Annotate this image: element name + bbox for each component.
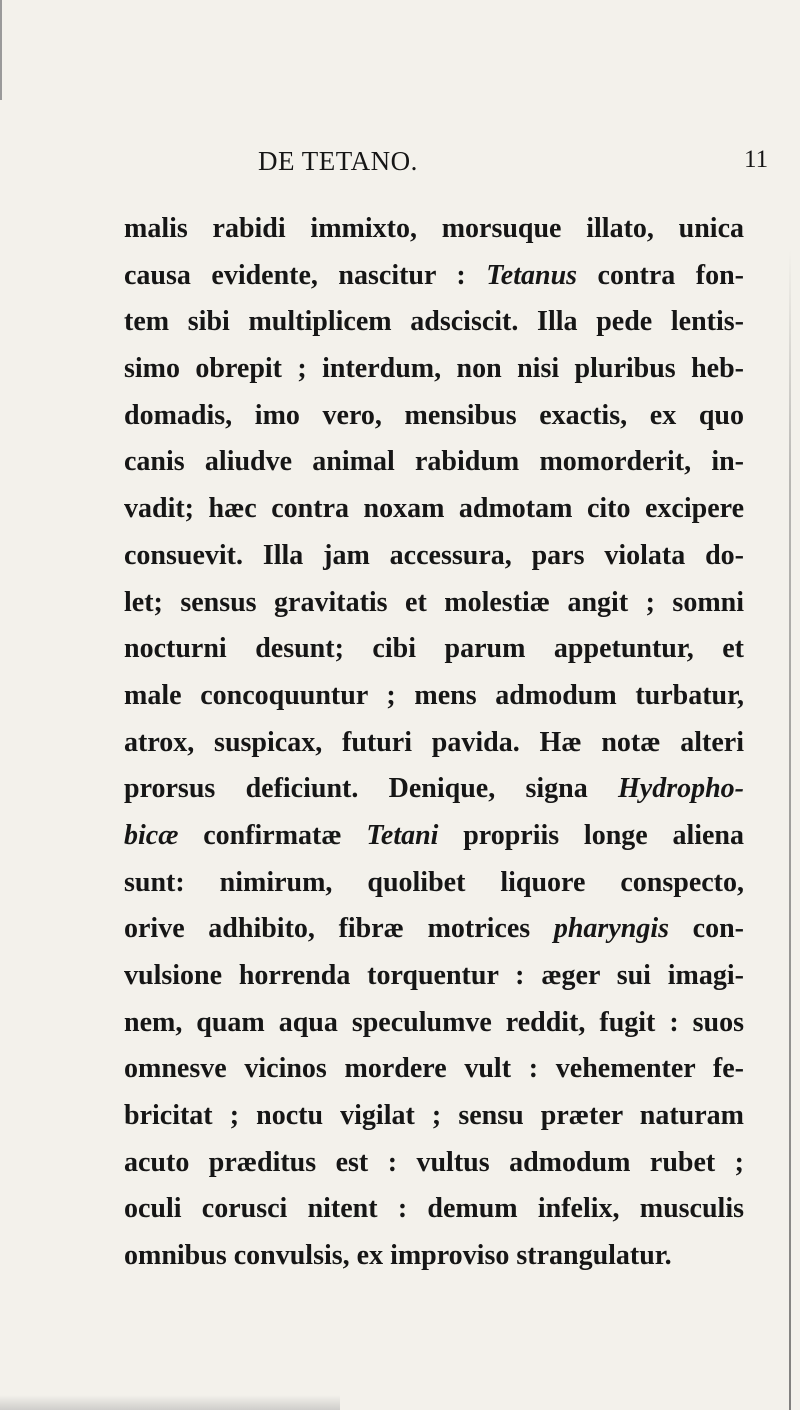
text-segment: con- — [669, 913, 744, 945]
text-line — [124, 399, 744, 446]
text-segment: domadis, imo vero, mensibus exactis, ex quo — [124, 399, 744, 431]
text-segment: sunt: nimirum, quolibet liquore conspecto, — [124, 866, 744, 898]
text-line — [124, 492, 744, 539]
running-title: DE TETANO. — [258, 146, 418, 176]
text-segment: omnibus convulsis, ex improviso strangulatur. — [124, 1240, 672, 1272]
text-segment: propriis longe aliena — [438, 819, 744, 851]
text-line — [124, 819, 744, 866]
italic-term: pharyngis — [553, 913, 669, 945]
text-line — [124, 1099, 744, 1146]
text-segment: acuto præditus est : vultus admodum rubet ; — [124, 1146, 744, 1178]
text-segment: male concoquuntur ; mens admodum turbatur, — [124, 679, 744, 711]
text-segment: vadit; hæc contra noxam admotam cito excipere — [124, 493, 744, 525]
text-line — [124, 866, 744, 913]
text-line — [124, 632, 744, 679]
text-line — [124, 912, 744, 959]
text-segment: canis aliudve animal rabidum momorderit, in- — [124, 446, 744, 478]
text-line — [124, 212, 744, 259]
italic-term: Tetanus — [486, 259, 578, 291]
text-segment: consuevit. Illa jam accessura, pars violata do- — [124, 539, 744, 571]
italic-term: bicæ — [124, 819, 179, 851]
italic-term: Hydropho- — [618, 773, 744, 805]
text-segment: nocturni desunt; cibi parum appetuntur, et — [124, 633, 744, 665]
text-segment: bricitat ; noctu vigilat ; sensu præter naturam — [124, 1100, 744, 1132]
text-line — [124, 679, 744, 726]
text-segment: prorsus deficiunt. Denique, signa — [124, 773, 618, 805]
text-segment: nem, quam aqua speculumve reddit, fugit : suos — [124, 1006, 744, 1038]
text-line — [124, 1192, 744, 1239]
text-line — [124, 352, 744, 399]
page-number: 11 — [744, 146, 769, 173]
text-line — [124, 726, 744, 773]
text-segment: atrox, suspicax, futuri pavida. Hæ notæ alteri — [124, 726, 744, 758]
text-line — [124, 539, 744, 586]
text-segment: malis rabidi immixto, morsuque illato, unica — [124, 213, 744, 244]
text-segment: contra fon- — [577, 259, 744, 291]
text-segment: simo obrepit ; interdum, non nisi pluribus heb- — [124, 353, 744, 385]
text-line — [124, 1239, 744, 1286]
text-segment: omnesve vicinos mordere vult : vehementer fe- — [124, 1053, 744, 1085]
page-bottom-shadow — [0, 1395, 340, 1410]
text-line — [124, 586, 744, 633]
text-line — [124, 1052, 744, 1099]
page-right-edge-shadow — [789, 250, 791, 1410]
text-segment: oculi corusci nitent : demum infelix, musculis — [124, 1193, 744, 1225]
text-line — [124, 305, 744, 352]
text-segment: vulsione horrenda torquentur : æger sui imagi- — [124, 960, 744, 991]
text-segment: let; sensus gravitatis et molestiæ angit ; somni — [124, 586, 744, 618]
text-line — [124, 445, 744, 492]
text-line — [124, 1146, 744, 1193]
text-line — [124, 772, 744, 819]
text-line — [124, 259, 744, 306]
body-text — [124, 212, 744, 1286]
text-line — [124, 959, 744, 1006]
text-line — [124, 1006, 744, 1053]
text-segment: tem sibi multiplicem adsciscit. Illa pede lentis- — [124, 306, 744, 338]
page-left-edge — [0, 0, 2, 100]
italic-term: Tetani — [366, 819, 439, 851]
text-segment: orive adhibito, fibræ motrices — [124, 913, 554, 945]
running-head — [0, 146, 800, 186]
text-segment: causa evidente, nascitur : — [124, 259, 487, 291]
text-segment: confirmatæ — [178, 819, 367, 851]
